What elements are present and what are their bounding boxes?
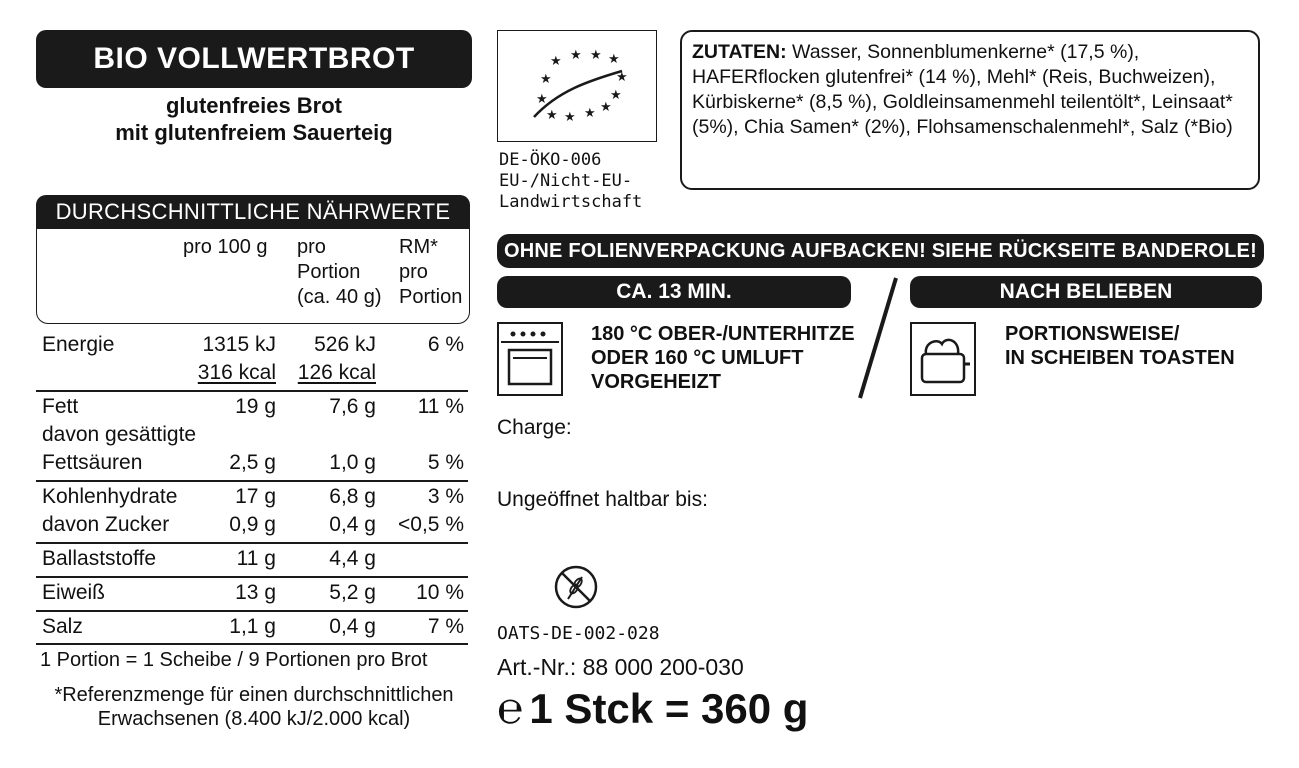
svg-text:★: ★ bbox=[564, 110, 576, 125]
nutrition-heading-text: DURCHSCHNITTLICHE NÄHRWERTE bbox=[55, 199, 451, 224]
nutrition-heading bbox=[36, 195, 470, 229]
row-value-100g: 1,1 g bbox=[229, 615, 276, 638]
row-label: davon gesättigte bbox=[42, 423, 197, 446]
best-before-label: Ungeöffnet haltbar bis: bbox=[497, 488, 708, 511]
row-value-ri: 6 % bbox=[427, 333, 464, 356]
row-value-100g: 0,9 g bbox=[229, 513, 276, 536]
baking-banner bbox=[497, 234, 1264, 268]
oven-line-2: ODER 160 °C UMLUFT bbox=[591, 347, 804, 369]
svg-text:★: ★ bbox=[546, 108, 558, 123]
ingredients-text: Wasser, Sonnenblumenkerne* (17,5 %), HAFERflocken glutenfrei* (14 %), Mehl* (Reis, Buchweizen), Kürbiskerne* (8,5 %), Goldleinsamenmehl teilentölt*, Leinsaat* (5%), Chia Samen* (2%), Flohsamenschalenmehl*, Salz (*Bio) bbox=[692, 41, 1233, 138]
product-subtitle bbox=[36, 92, 472, 146]
batch-label: Charge: bbox=[497, 416, 572, 439]
crossed-grain-icon bbox=[552, 563, 600, 616]
svg-text:★: ★ bbox=[608, 52, 620, 67]
oven-instructions bbox=[591, 322, 855, 394]
reference-note-line-2: Erwachsenen (8.400 kJ/2.000 kcal) bbox=[97, 708, 411, 730]
row-value-portion: 5,2 g bbox=[329, 581, 376, 604]
organic-code-line-2: EU-/Nicht-EU- bbox=[499, 171, 633, 191]
row-value-100g: 13 g bbox=[235, 581, 276, 604]
slash-divider bbox=[852, 272, 906, 402]
svg-text:★: ★ bbox=[536, 92, 548, 107]
row-value-ri: 5 % bbox=[427, 451, 464, 474]
row-label: Fett bbox=[42, 395, 79, 418]
net-weight bbox=[497, 684, 808, 734]
row-label: Salz bbox=[42, 615, 83, 638]
toaster-icon-box bbox=[910, 322, 976, 396]
toast-heading bbox=[910, 276, 1262, 308]
row-divider bbox=[36, 542, 468, 544]
organic-control-code bbox=[499, 150, 642, 213]
svg-text:★: ★ bbox=[616, 70, 628, 85]
col-header-per-portion-l2: Portion bbox=[297, 261, 361, 283]
row-label: davon Zucker bbox=[42, 513, 170, 536]
row-divider bbox=[36, 576, 468, 578]
row-label: Kohlenhydrate bbox=[42, 485, 178, 508]
col-header-per-portion bbox=[297, 235, 381, 310]
row-value-portion: 0,4 g bbox=[329, 513, 376, 536]
ingredients-label: ZUTATEN: bbox=[692, 41, 787, 63]
article-number: Art.-Nr.: 88 000 200-030 bbox=[497, 654, 744, 680]
row-value-ri: 7 % bbox=[427, 615, 464, 638]
row-value-100g: 11 g bbox=[236, 547, 276, 570]
row-value-ri: 11 % bbox=[417, 395, 464, 418]
nutrition-column-headers bbox=[36, 229, 470, 324]
toast-heading-text: NACH BELIEBEN bbox=[999, 280, 1173, 303]
col-header-per-portion-l3: (ca. 40 g) bbox=[297, 286, 382, 308]
col-header-ri-l2: pro bbox=[399, 261, 428, 283]
row-value-portion: 126 kcal bbox=[297, 361, 376, 384]
col-header-ri-l1: RM* bbox=[399, 236, 438, 258]
estimated-sign: ℮ bbox=[497, 684, 524, 733]
product-title-text: BIO VOLLWERTBROT bbox=[93, 42, 415, 75]
col-header-per-100g: pro 100 g bbox=[183, 236, 268, 258]
row-value-ri: 3 % bbox=[427, 485, 464, 508]
product-title bbox=[36, 30, 472, 88]
col-header-ri-l3: Portion bbox=[399, 286, 463, 308]
row-label: Fettsäuren bbox=[42, 451, 143, 474]
row-value-100g: 316 kcal bbox=[197, 361, 276, 384]
portion-note: 1 Portion = 1 Scheibe / 9 Portionen pro Brot bbox=[40, 649, 428, 671]
col-header-ri bbox=[399, 235, 462, 310]
toast-line-1: PORTIONSWEISE/ bbox=[1005, 323, 1180, 345]
reference-note bbox=[36, 683, 472, 731]
row-value-100g: 1315 kJ bbox=[202, 333, 276, 356]
baking-time-text: CA. 13 MIN. bbox=[616, 280, 732, 303]
svg-text:★: ★ bbox=[550, 54, 562, 69]
eu-organic-logo bbox=[497, 30, 657, 142]
subtitle-line-2: mit glutenfreiem Sauerteig bbox=[115, 120, 393, 145]
svg-text:★: ★ bbox=[570, 48, 582, 63]
svg-text:★: ★ bbox=[540, 72, 552, 87]
col-header-per-portion-l1: pro bbox=[297, 236, 326, 258]
svg-text:★: ★ bbox=[584, 106, 596, 121]
baking-banner-text: OHNE FOLIENVERPACKUNG AUFBACKEN! SIEHE RÜCKSEITE BANDEROLE! bbox=[504, 239, 1257, 262]
weight-text: 1 Stck = 360 g bbox=[529, 685, 809, 732]
row-value-portion: 7,6 g bbox=[329, 395, 376, 418]
row-divider bbox=[36, 390, 468, 392]
row-value-portion: 0,4 g bbox=[329, 615, 376, 638]
row-value-100g: 19 g bbox=[235, 395, 276, 418]
organic-code-line-1: DE-ÖKO-006 bbox=[499, 150, 602, 170]
row-value-portion: 4,4 g bbox=[329, 547, 376, 570]
row-value-portion: 1,0 g bbox=[329, 451, 376, 474]
oven-line-1: 180 °C OBER-/UNTERHITZE bbox=[591, 323, 855, 345]
row-divider bbox=[36, 610, 468, 612]
row-value-ri: 10 % bbox=[416, 581, 464, 604]
svg-text:★: ★ bbox=[600, 100, 612, 115]
toast-line-2: IN SCHEIBEN TOASTEN bbox=[1005, 347, 1235, 369]
oats-certification-code: OATS-DE-002-028 bbox=[497, 623, 660, 644]
toaster-icon bbox=[912, 324, 974, 394]
oven-icon-box bbox=[497, 322, 563, 396]
row-label: Eiweiß bbox=[42, 581, 106, 604]
baking-time bbox=[497, 276, 851, 308]
toast-instructions bbox=[1005, 322, 1235, 370]
row-value-100g: 2,5 g bbox=[229, 451, 276, 474]
row-divider bbox=[36, 643, 468, 645]
row-divider bbox=[36, 480, 468, 482]
row-value-portion: 6,8 g bbox=[329, 485, 376, 508]
row-label: Ballaststoffe bbox=[42, 547, 157, 570]
eu-organic-leaf-icon bbox=[498, 31, 656, 141]
row-label: Energie bbox=[42, 333, 115, 356]
ingredients-box bbox=[680, 30, 1260, 190]
oven-line-3: VORGEHEIZT bbox=[591, 371, 722, 393]
svg-text:★: ★ bbox=[610, 88, 622, 103]
reference-note-line-1: *Referenzmenge für einen durchschnittlichen bbox=[54, 684, 454, 706]
subtitle-line-1: glutenfreies Brot bbox=[165, 93, 343, 118]
oven-icon bbox=[499, 324, 561, 394]
row-value-portion: 526 kJ bbox=[314, 333, 376, 356]
svg-text:★: ★ bbox=[590, 48, 602, 63]
row-value-100g: 17 g bbox=[235, 485, 276, 508]
organic-code-line-3: Landwirtschaft bbox=[499, 192, 643, 212]
row-value-ri: <0,5 % bbox=[398, 513, 464, 536]
